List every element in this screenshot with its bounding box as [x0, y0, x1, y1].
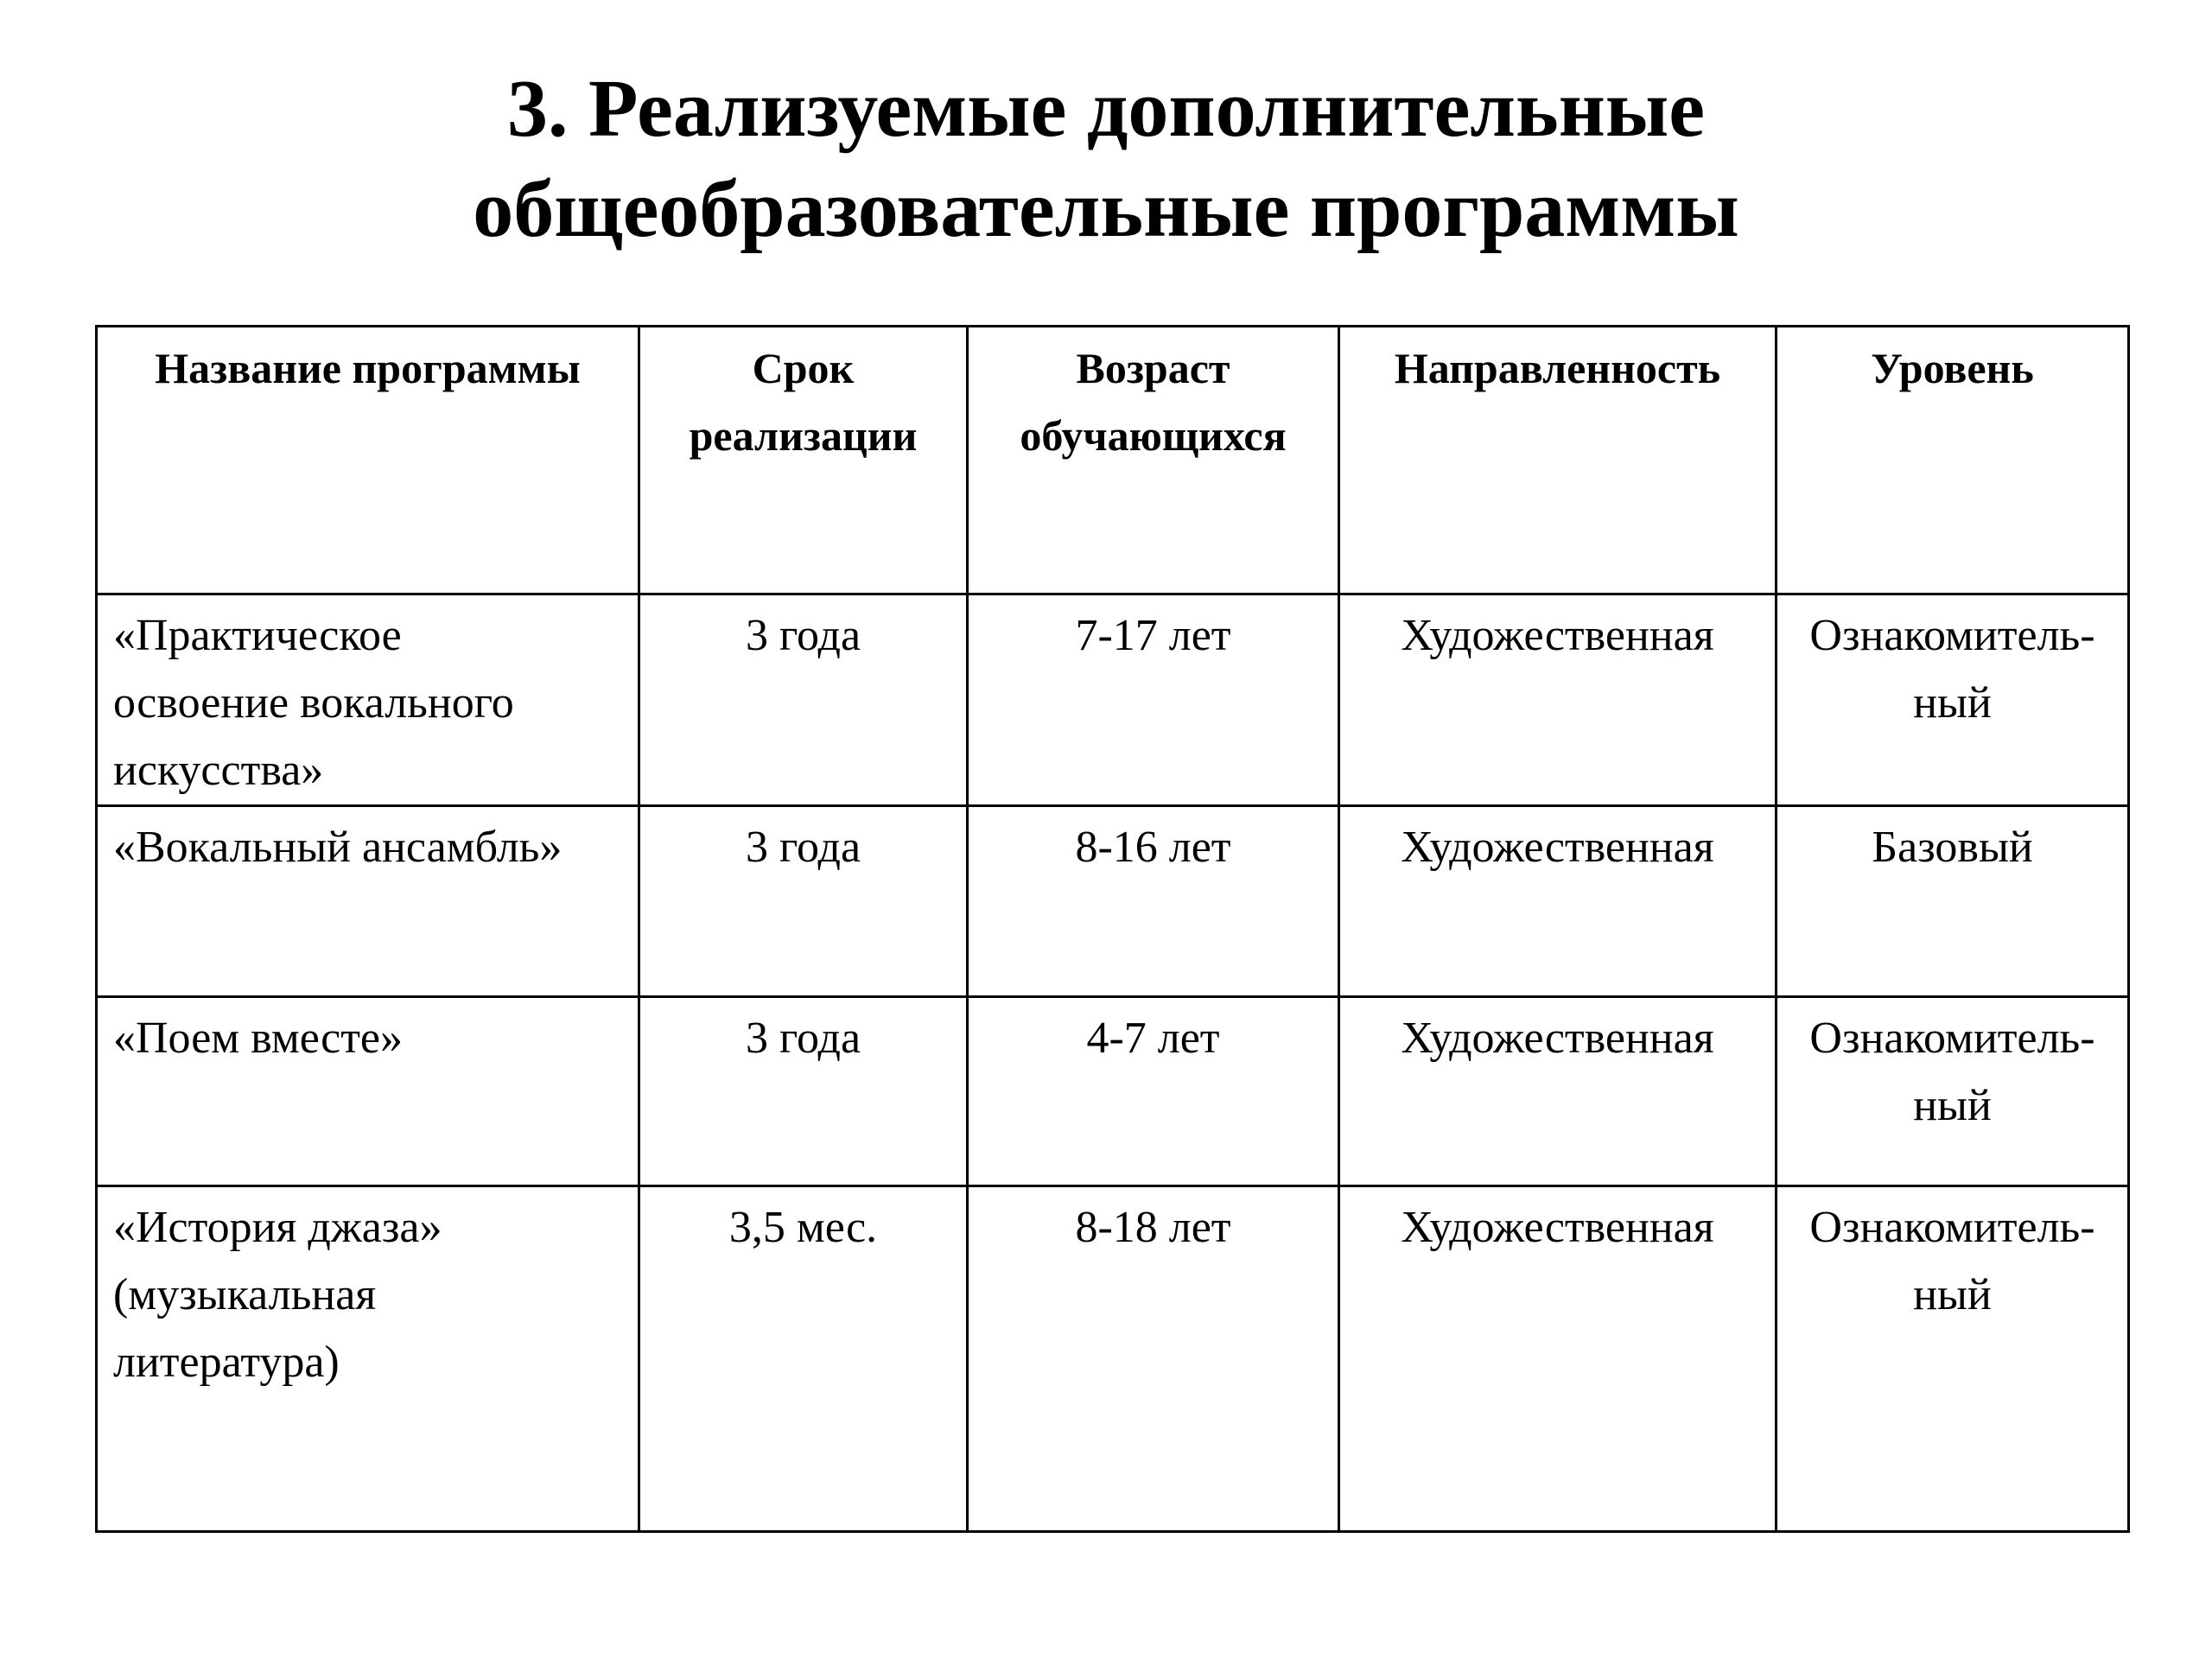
cell-level [1777, 806, 2129, 997]
level-line-1: Ознакомитель- [1809, 611, 2095, 660]
header-duration-line-1: Срок [752, 344, 855, 392]
cell-level [1777, 997, 2129, 1186]
cell-direction: Художественная [1339, 594, 1777, 806]
header-direction [1339, 327, 1777, 594]
header-age-line-2: обучающихся [1020, 411, 1287, 460]
page-title [0, 59, 2212, 259]
cell-duration: 3 года [639, 594, 968, 806]
level-line-1: Ознакомитель- [1809, 1203, 2095, 1252]
cell-duration: 3 года [639, 997, 968, 1186]
level-line-1: Базовый [1872, 823, 2033, 872]
header-duration [639, 327, 968, 594]
cell-level [1777, 1186, 2129, 1532]
cell-direction: Художественная [1339, 806, 1777, 997]
cell-program-name [97, 594, 639, 806]
level-line-2: ный [1913, 1270, 1992, 1319]
header-program-name-text: Название программы [155, 344, 581, 392]
header-age-line-1: Возраст [1076, 344, 1230, 392]
level-line-2: ный [1913, 1081, 1992, 1130]
header-age [968, 327, 1339, 594]
cell-program-name [97, 997, 639, 1186]
page-title-line-1: 3. Реализуемые дополнительные [506, 64, 1706, 154]
program-name-line-2: освоение вокального [113, 678, 514, 728]
level-line-2: ный [1913, 678, 1992, 728]
page-title-line-2: общеобразовательные программы [473, 164, 1739, 254]
header-direction-text: Направленность [1394, 344, 1721, 392]
cell-age: 7-17 лет [968, 594, 1339, 806]
cell-direction: Художественная [1339, 997, 1777, 1186]
table-header-row [97, 327, 2129, 594]
program-name-line-3: искусства» [113, 746, 324, 795]
cell-duration: 3,5 мес. [639, 1186, 968, 1532]
program-name-line-1: «Поем вместе» [113, 1014, 404, 1063]
program-name-line-1: «Практическое [113, 611, 402, 660]
table-row [97, 594, 2129, 806]
program-name-line-1: «Вокальный ансамбль» [113, 823, 563, 872]
header-level [1777, 327, 2129, 594]
cell-age: 8-16 лет [968, 806, 1339, 997]
header-level-text: Уровень [1871, 344, 2034, 392]
cell-program-name [97, 1186, 639, 1532]
table-row [97, 997, 2129, 1186]
table-row [97, 806, 2129, 997]
cell-duration: 3 года [639, 806, 968, 997]
programs-table [95, 325, 2130, 1533]
level-line-1: Ознакомитель- [1809, 1014, 2095, 1063]
cell-level [1777, 594, 2129, 806]
program-name-line-3: литература) [113, 1338, 340, 1387]
table-row [97, 1186, 2129, 1532]
header-program-name [97, 327, 639, 594]
cell-direction: Художественная [1339, 1186, 1777, 1532]
cell-age: 4-7 лет [968, 997, 1339, 1186]
program-name-line-1: «История джаза» [113, 1203, 442, 1252]
program-name-line-2: (музыкальная [113, 1270, 377, 1319]
header-duration-line-2: реализации [689, 411, 918, 460]
cell-program-name [97, 806, 639, 997]
cell-age: 8-18 лет [968, 1186, 1339, 1532]
